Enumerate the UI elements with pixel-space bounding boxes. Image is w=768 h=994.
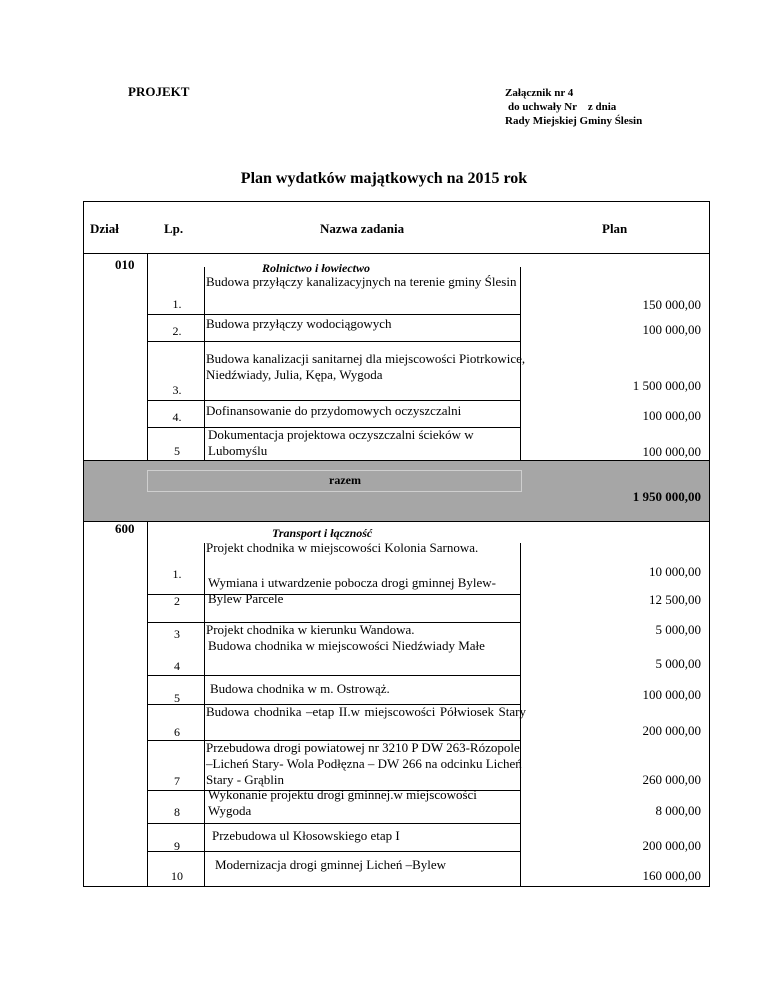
row-plan-amount: 12 500,00 xyxy=(649,592,701,607)
row-plan-amount: 150 000,00 xyxy=(642,297,701,312)
project-label: PROJEKT xyxy=(128,84,190,99)
row-plan-amount: 8 000,00 xyxy=(655,803,701,818)
row-lp: 4. xyxy=(172,410,182,424)
row-plan-amount: 200 000,00 xyxy=(642,838,701,853)
row-lp: 2. xyxy=(172,324,182,338)
row-plan-amount: 260 000,00 xyxy=(642,772,701,787)
row-description: Budowa chodnika w miejscowości Niedźwiady Małe xyxy=(208,638,485,653)
attachment-line-1: Załącznik nr 4 xyxy=(505,87,574,99)
column-header-nazwa: Nazwa zadania xyxy=(320,221,405,236)
row-plan-amount: 1 500 000,00 xyxy=(632,378,701,393)
attachment-note xyxy=(505,86,642,128)
row-plan-amount: 160 000,00 xyxy=(642,868,701,883)
row-description: Wymiana i utwardzenie pobocza drogi gminnej Bylew-Bylew Parcele xyxy=(208,575,497,606)
row-lp: 5 xyxy=(174,691,180,705)
section-dzial-code: 600 xyxy=(115,521,135,536)
row-description: Projekt chodnika w miejscowości Kolonia Sarnowa. xyxy=(206,540,479,555)
row-plan-amount: 5 000,00 xyxy=(655,622,701,637)
row-lp: 9 xyxy=(174,839,180,853)
row-description: Dofinansowanie do przydomowych oczyszczalni xyxy=(206,403,462,418)
section-dzial-code: 010 xyxy=(115,257,135,272)
row-lp: 1. xyxy=(172,567,182,581)
row-plan-amount: 100 000,00 xyxy=(642,322,701,337)
row-plan-amount: 200 000,00 xyxy=(642,723,701,738)
row-description: Przebudowa ul Kłosowskiego etap I xyxy=(212,828,400,843)
total-label: razem xyxy=(329,473,361,487)
row-description: Przebudowa drogi powiatowej nr 3210 P DW 263-Rózopole –Licheń Stary- Wola Podłęzna – DW 266 na odcinku Licheń Stary - Grąblin xyxy=(206,740,522,787)
row-description: Budowa chodnika w m. Ostrowąż. xyxy=(210,681,390,696)
row-plan-amount: 100 000,00 xyxy=(642,408,701,423)
section-name: Rolnictwo i łowiectwo xyxy=(262,261,371,275)
row-description: Budowa przyłączy wodociągowych xyxy=(206,316,392,331)
row-lp: 10 xyxy=(171,869,183,883)
row-lp: 6 xyxy=(174,725,180,739)
row-description: Projekt chodnika w kierunku Wandowa. xyxy=(206,622,415,637)
row-lp: 7 xyxy=(174,774,180,788)
row-lp: 1. xyxy=(172,297,182,311)
attachment-line-2: do uchwały Nr z dnia xyxy=(508,101,617,113)
column-header-plan: Plan xyxy=(602,221,628,236)
row-plan-amount: 10 000,00 xyxy=(649,564,701,579)
row-plan-amount: 100 000,00 xyxy=(642,687,701,702)
column-header-lp: Lp. xyxy=(164,221,184,236)
row-lp: 3 xyxy=(174,627,180,641)
row-lp: 2 xyxy=(174,594,180,608)
row-description: Dokumentacja projektowa oczyszczalni ścieków w Lubomyślu xyxy=(208,427,474,458)
row-plan-amount: 100 000,00 xyxy=(642,444,701,459)
page-title: Plan wydatków majątkowych na 2015 rok xyxy=(240,170,528,187)
section-name: Transport i łączność xyxy=(272,526,373,540)
row-description: Wykonanie projektu drogi gminnej.w miejscowości Wygoda xyxy=(208,787,477,818)
row-lp: 4 xyxy=(174,659,180,673)
row-description: Budowa przyłączy kanalizacyjnych na terenie gminy Ślesin xyxy=(206,274,517,289)
column-header-dzial: Dział xyxy=(90,221,119,236)
total-amount: 1 950 000,00 xyxy=(632,489,701,504)
attachment-line-3: Rady Miejskiej Gminy Ślesin xyxy=(505,115,643,127)
row-plan-amount: 5 000,00 xyxy=(655,656,701,671)
row-description: Modernizacja drogi gminnej Licheń –Bylew xyxy=(215,857,447,872)
row-description: Budowa kanalizacji sanitarnej dla miejscowości Piotrkowice, Niedźwiady, Julia, Kępa, Wygoda xyxy=(206,351,526,382)
row-description: Budowa chodnika –etap II.w miejscowości Półwiosek Stary xyxy=(206,704,526,719)
row-lp: 3. xyxy=(172,383,182,397)
row-lp: 8 xyxy=(174,805,180,819)
row-lp: 5 xyxy=(174,444,180,458)
